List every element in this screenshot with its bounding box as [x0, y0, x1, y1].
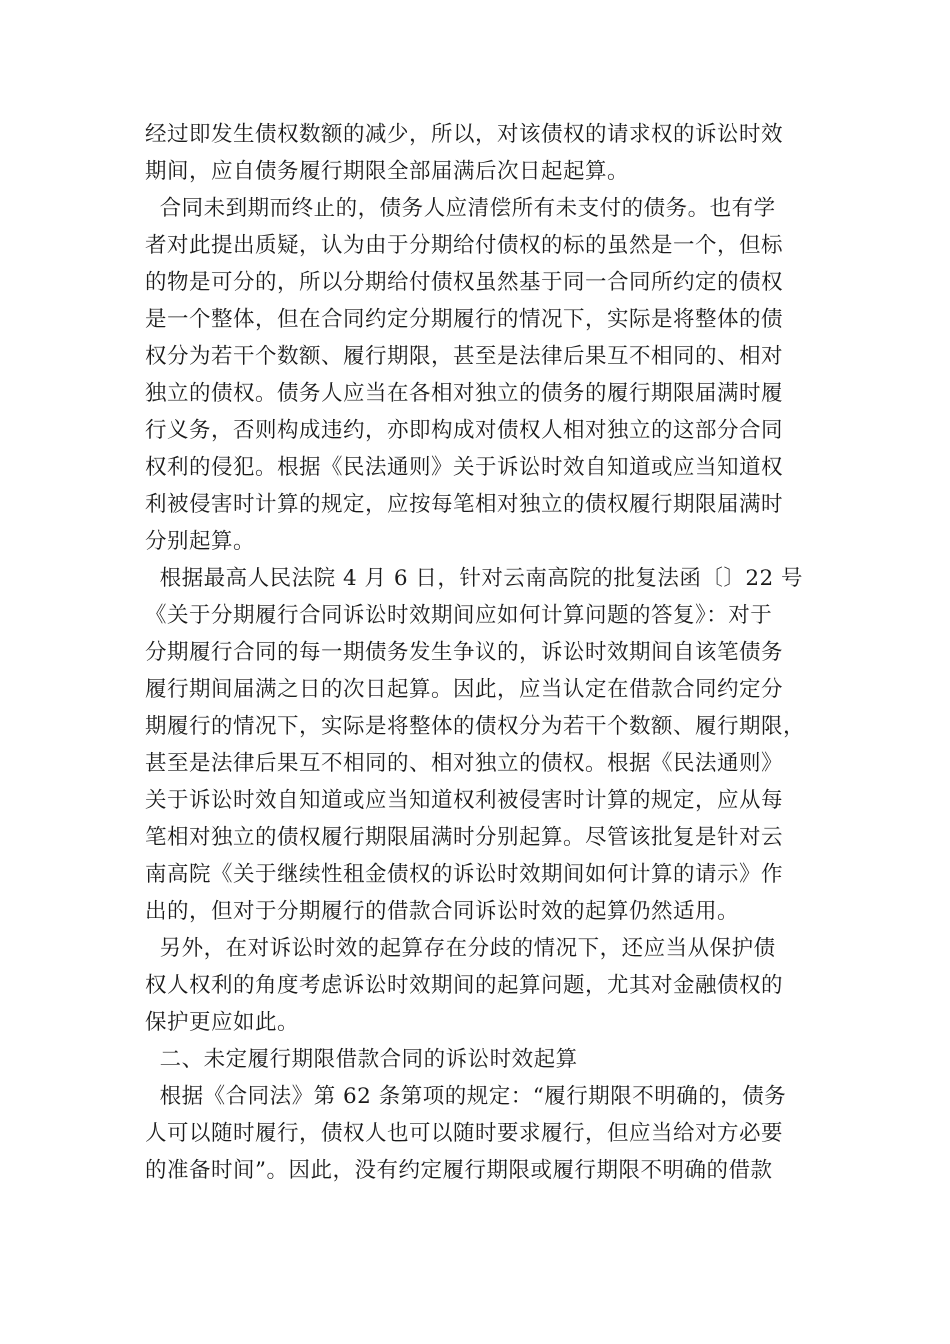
text-line: 合同未到期而终止的，债务人应清偿所有未支付的债务。也有学	[145, 196, 776, 221]
text-line: 权利的侵犯。根据《民法通则》关于诉讼时效自知道或应当知道权	[145, 455, 784, 480]
text-line: 南高院《关于继续性租金债权的诉讼时效期间如何计算的请示》作	[145, 862, 784, 887]
text-line: 人可以随时履行，债权人也可以随时要求履行，但应当给对方必要	[145, 1121, 784, 1146]
text-line: 经过即发生债权数额的减少，所以，对该债权的请求权的诉讼时效	[145, 122, 784, 147]
text-line: 分别起算。	[145, 529, 256, 554]
text-line: 的物是可分的，所以分期给付债权虽然基于同一合同所约定的债权	[145, 270, 784, 295]
text-line: 关于诉讼时效自知道或应当知道权利被侵害时计算的规定，应从每	[145, 788, 784, 813]
section-heading: 二、未定履行期限借款合同的诉讼时效起算	[145, 1047, 578, 1072]
text-line: 独立的债权。债务人应当在各相对独立的债务的履行期限届满时履	[145, 381, 784, 406]
text-line: 行义务，否则构成违约，亦即构成对债权人相对独立的这部分合同	[145, 418, 784, 443]
text-line: 利被侵害时计算的规定，应按每笔相对独立的债权履行期限届满时	[145, 492, 784, 517]
text-line: 期间，应自债务履行期限全部届满后次日起起算。	[145, 159, 630, 184]
text-line: 《关于分期履行合同诉讼时效期间应如何计算问题的答复》：对于	[145, 603, 773, 628]
text-line: 的准备时间”。因此，没有约定履行期限或履行期限不明确的借款	[145, 1158, 773, 1183]
text-line: 权分为若干个数额、履行期限，甚至是法律后果互不相同的、相对	[145, 344, 784, 369]
text-line: 者对此提出质疑，认为由于分期给付债权的标的虽然是一个，但标	[145, 233, 784, 258]
text-line: 甚至是法律后果互不相同的、相对独立的债权。根据《民法通则》	[145, 751, 784, 776]
text-line: 出的，但对于分期履行的借款合同诉讼时效的起算仍然适用。	[145, 899, 740, 924]
text-line: 根据《合同法》第 62 条第项的规定：“履行期限不明确的，债务	[145, 1084, 787, 1109]
text-line: 分期履行合同的每一期债务发生争议的，诉讼时效期间自该笔债务	[145, 640, 784, 665]
document-body	[145, 116, 825, 1189]
text-line: 权人权利的角度考虑诉讼时效期间的起算问题，尤其对金融债权的	[145, 973, 784, 998]
text-line: 期履行的情况下，实际是将整体的债权分为若干个数额、履行期限，	[145, 714, 806, 739]
text-line: 另外，在对诉讼时效的起算存在分歧的情况下，还应当从保护债	[145, 936, 776, 961]
text-line: 根据最高人民法院 4 月 6 日，针对云南高院的批复法函〔〕22 号	[145, 566, 804, 591]
text-line: 保护更应如此。	[145, 1010, 300, 1035]
text-line: 笔相对独立的债权履行期限届满时分别起算。尽管该批复是针对云	[145, 825, 784, 850]
text-line: 履行期间届满之日的次日起算。因此，应当认定在借款合同约定分	[145, 677, 784, 702]
text-line: 是一个整体，但在合同约定分期履行的情况下，实际是将整体的债	[145, 307, 784, 332]
